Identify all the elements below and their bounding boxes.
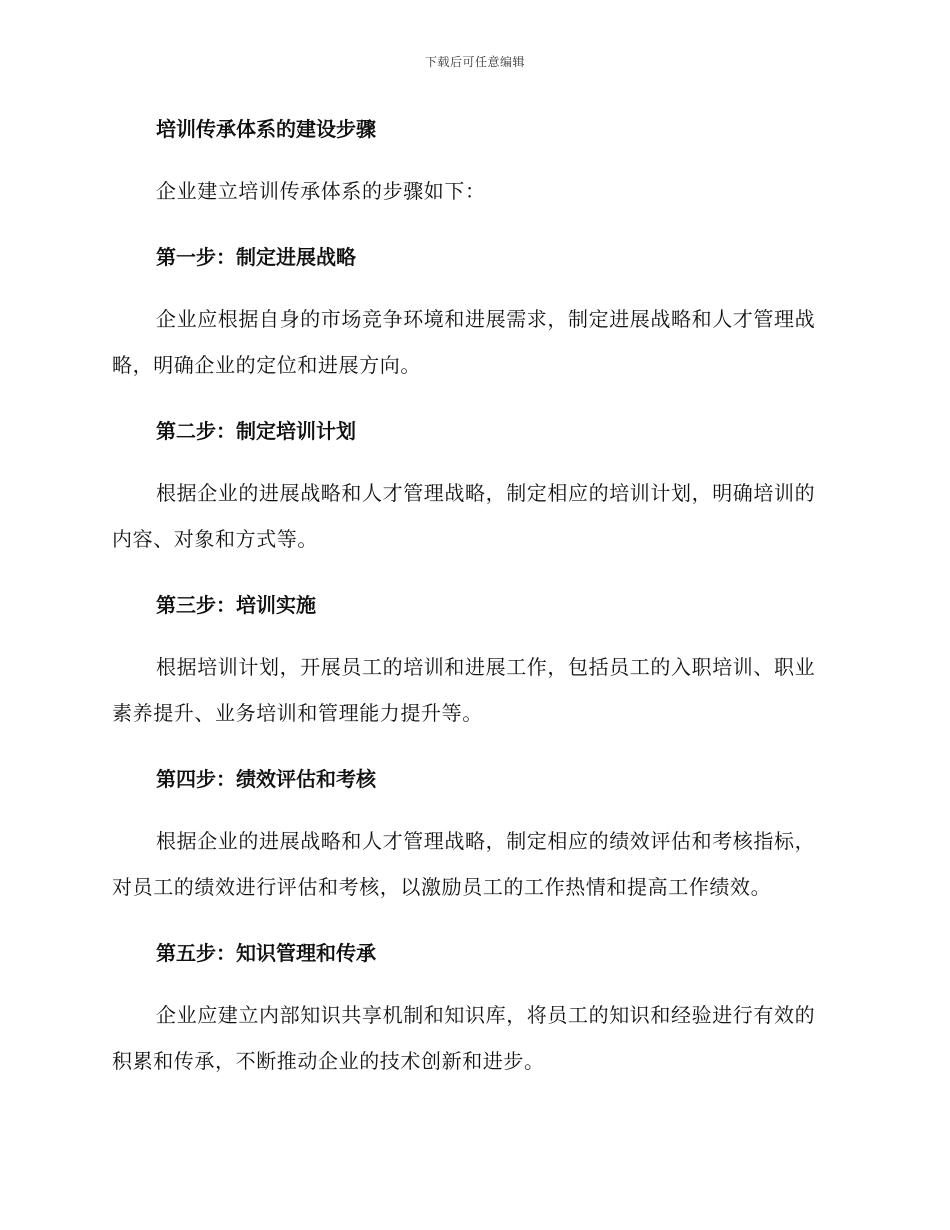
step-2-heading: 第二步：制定培训计划	[156, 419, 356, 443]
step-2-body: 根据企业的进展战略和人才管理战略，制定相应的培训计划，明确培训的内容、对象和方式等。	[112, 481, 816, 551]
document-title: 培训传承体系的建设步骤	[156, 117, 376, 141]
intro-paragraph: 企业建立培训传承体系的步骤如下：	[156, 179, 486, 203]
step-3-body: 根据培训计划，开展员工的培训和进展工作，包括员工的入职培训、职业素养提升、业务培训和管理能力提升等。	[112, 655, 816, 725]
document-content	[112, 112, 832, 1084]
step-4-heading: 第四步：绩效评估和考核	[156, 767, 376, 791]
step-5-body: 企业应建立内部知识共享机制和知识库，将员工的知识和经验进行有效的积累和传承，不断推动企业的技术创新和进步。	[112, 1003, 816, 1073]
step-1-heading: 第一步：制定进展战略	[156, 245, 356, 269]
step-3-heading: 第三步：培训实施	[156, 593, 316, 617]
header-note: 下载后可任意编辑	[424, 55, 525, 69]
step-4-body: 根据企业的进展战略和人才管理战略，制定相应的绩效评估和考核指标，对员工的绩效进行评估和考核，以激励员工的工作热情和提高工作绩效。	[112, 829, 816, 899]
step-5-heading: 第五步：知识管理和传承	[156, 941, 376, 965]
step-1-body: 企业应根据自身的市场竞争环境和进展需求，制定进展战略和人才管理战略，明确企业的定位和进展方向。	[112, 307, 816, 377]
